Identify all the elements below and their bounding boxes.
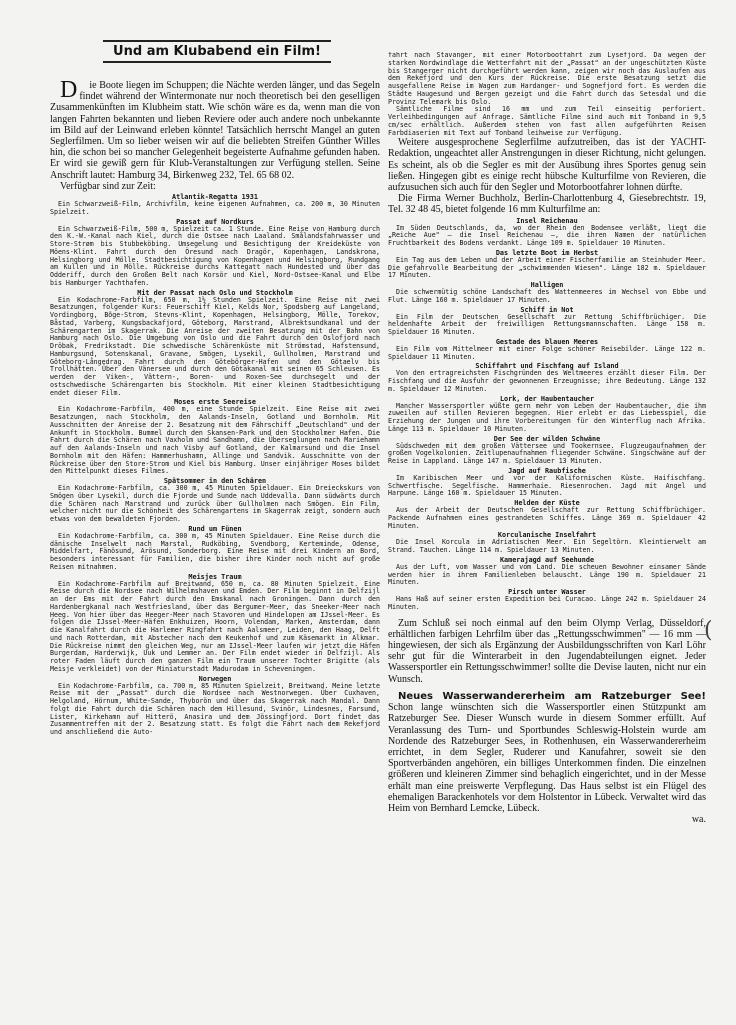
article-title: Und am Klubabend ein Film!	[103, 40, 331, 63]
film-title: Norwegen	[198, 674, 232, 683]
drop-cap: D	[60, 80, 78, 103]
film-title: Der See der wilden Schwäne	[493, 434, 601, 443]
kulturfilm-paragraph-1: Weitere ausgesprochene Seglerfilme aufzutreiben, das ist der YACHT-Redaktion, ungeachtet aller Anstrengungen in dieser Richtung, nicht gelungen. Es scheint, als ob die Segler es mit der Ausübung ihres Sportes genug sein ließen. Hingegen gibt es einige recht hübsche Kulturfilme von Revieren, die aufzusuchen sich auch für den Segler und Motorbootfahrer lohnen dürfte.	[388, 137, 706, 194]
film-description: Südschweden mit dem großen Vättersee und Tookernsee. Flugzeugaufnahmen der großen Vogelkolonien. Zeitlupenaufnahmen fliegender Schwäne. Singschwäne auf der Reise in Lappland. Länge 147 m. Spieldauer 13 Minuten.	[388, 441, 706, 466]
film-description: Ein Kodachrome-Farbfilm, 650 m, 1½ Stunden Spielzeit. Eine Reise mit zwei Besatzungen, folgender Kurs: Feuerschiff Kiel, Kelds Nor, Spodsberg auf Langeland, Vordingborg, Bõge-Strom, Stevns-Klint, Kopenhagen, Helsingborg, Mölle, Torekov, Båstad, Varberg, Kungsbackafjord, Göteborg, Marstrand, Albrektsundkanal und der Schärengarten im Skagerrak. Die Anreise der zweiten Besatzung mit der Bahn von Hamburg nach Oslo. Die Umgebung von Oslo und die Fahrt durch den Oslofjord nach Dröbak, Fredrikstadt. Die schwedische Schärenküste mit Strömstad, Hafstensund, Hamburgsund, Sotenskanal, Gravane, Smögen, Lysekil, Gullholmen, Marstrand und Göteborg-Långedrag. Fahrt durch den Götebörger-Hafen und den Götaelv bis Trollhätten. Über den Vänersee und durch den Götakanal mit seinen 65 Schleusen. Es werden der Viken-, Vättern-, Boren- und Roxen-See durchsegelt und der ostschwedische Schärengarten bis Stockholm. Mit einer kleinen Stadtbesichtigung endet dieser Film.	[50, 295, 380, 397]
film-description: Die Insel Korcula im Adriatischen Meer. Ein Segeltörn. Kleintierwelt am Strand. Tauchen. Länge 114 m. Spieldauer 13 Minuten.	[388, 538, 706, 555]
film-title: Schiff in Not	[520, 305, 574, 314]
closing-block	[388, 618, 706, 826]
film-description: Ein Kodachrome-Farbfilm, ca. 300 m, 45 Minuten Spieldauer. Ein Dreieckskurs von Smögen über Lysekil, durch die Fjorde und Sunde nach Uddevalla. Dann südwärts durch die Schären nach Marstrand und zurück über Gullholmen nach Smögen. Ein Film, welcher nicht nur die Schönheit des Schärengartens im Skagerrak zeigt, sondern auch etwas von dem bewaldeten Fjorden.	[50, 484, 380, 524]
film-description: Im Karibischen Meer und vor der Kalifornischen Küste. Haifischfang. Schwertfische. Segelfische. Hammerhaie. Riesenrochen. Jagd mit Angel und Harpune. Länge 160 m. Spieldauer 15 Minuten.	[388, 473, 706, 498]
film-description: Ein Kodachrome-Farbfilm, ca. 700 m, 85 Minuten Spielzeit, Breitwand. Meine letzte Reise mit der „Passat" durch die Nordsee nach Westnorwegen. Über Cuxhaven, Helgoland, Hörnum, White-Sande, Thyborön und über das Skagerrak nach Mandal. Dann folgt die Fahrt durch die Schären nach dem Hillesund, Svinör, Lindesnes, Farsund, Lister, Kirkehamn auf Hitterö, Anasira und dem Jössingfjord. Dort findet das Zusammentreffen mit der 2. Besatzung statt. Es folgt die Fahrt nach dem Rekefjord und anschließend die Auto-	[50, 681, 380, 737]
film-description: Mancher Wassersportler wüßte gern mehr vom Leben der Haubentaucher, die ihm zuweilen auf stillen Revieren begegnen. Hier erlebt er das Liebesspiel, die Erziehung der Jungen und ihre Vorbereitungen für den Winterflug nach Afrika. Länge 113 m. Spieldauer 10 Minuten.	[388, 401, 706, 433]
film-description: Aus der Arbeit der Deutschen Gesellschaft zur Rettung Schiffbrüchiger. Packende Aufnahmen eines gestrandeten Schiffes. Länge 369 m. Spieldauer 42 Minuten.	[388, 506, 706, 530]
film-description: Im Süden Deutschlands, da, wo der Rhein den Bodensee verläßt, liegt die „Reiche Aue" — die Insel Reichenau —, die ihren Namen der natürlichen Fruchtbarkeit des Bodens verdankt. Länge 109 m. Spieldauer 10 Minuten.	[388, 223, 706, 248]
film-description: Die schwermütig schöne Landschaft des Wattenmeeres im Wechsel von Ebbe und Flut. Länge 160 m. Spieldauer 17 Minuten.	[388, 288, 706, 304]
film-description: Ein Kodachrome-Farbfilm, 400 m, eine Stunde Spielzeit. Eine Reise mit zwei Besatzungen, nach Stockholm, den Aalands-Inseln, Gotland und Bornholm. Mit Ausschnitten der Anreise der 2. Besatzung mit dem Fährschiff „Deutschland" und der Ankunft in Stockholm. Bummel durch den Skansen-Park und den Stockholmer Hafen. Die Fahrt durch die Schären nach Vaxholm und Sandhamn, die Überseglungen nach Mariehamn auf den Aalands-Inseln und nach Visby auf Gotland, der Kalmarsund und die Insel Bornholm mit den Häfen: Hammerhushamn, Allinge und Sandvik. Ausschnitte von der Rückreise über den Store-Strom und Kiel bis Hamburg. Unser einjähriger Moses bildet den Mittelpunkt dieses Filmes.	[50, 405, 380, 476]
film-title: Atlantik-Regatta 1931	[172, 193, 258, 202]
film-title: Jagd auf Raubfische	[508, 466, 586, 475]
film-title: Pirsch unter Wasser	[508, 588, 586, 597]
film-description: Ein Film vom Mittelmeer mit einer Folge schöner Reisebilder. Länge 122 m. Spieldauer 11 Minuten.	[388, 344, 706, 361]
film-description: Hans Haß auf seiner ersten Expedition bei Curacao. Länge 242 m. Spieldauer 24 Minuten.	[388, 595, 706, 611]
left-column	[50, 80, 380, 1025]
intro-text: ie Boote liegen im Schuppen; die Nächte werden länger, und das Segeln findet während der Wintermonate nur noch theoretisch bei den geselligen Zusammenkünften im Klubheim statt. Wie schön wäre es da, wenn man die von langen Fahrten bekannten und lieben Reviere oder auch andere noch unbekannte im Bild auf der Leinwand erleben könnte! Tatsächlich herrscht Mangel an guten Seglerfilmen. Um so lieber weisen wir auf die beliebten Streifen Günther Willes hin, die schon bei so mancher Gelegenheit begeisterte Aufnahme gefunden haben. Er wird sie gewiß gern für Klub-Veranstaltungen zur Verfügung stellen. Seine Anschrift lautet: Hamburg 34, Birkenweg 232, Tel. 65 68 02.	[50, 80, 380, 181]
film-title: Halligen	[530, 281, 564, 290]
section2-paragraph	[388, 691, 706, 814]
closing-paragraph: Zum Schluß sei noch einmal auf den beim Olymp Verlag, Düsseldorf, erhältlichen farbigen Lehrfilm über das „Rettungsschwimmen" — 16 mm — hingewiesen, der sich als Ergänzung der Ausbildungsschriften von Karl Löhr sehr gut für die Winterarbeit in den Jugendabteilungen eignet. Jeder Wassersportler ein Rettungsschwimmer! sollte die Devise lauten, nicht nur ein Wunsch.	[388, 617, 706, 685]
film-title: Kamerajagd auf Seehunde	[499, 555, 595, 564]
film-description: Ein Schwarzweiß-Film, 500 m, Spielzeit ca. 1 Stunde. Eine Reise von Hamburg durch den K.-W.-Kanal nach Kiel, durch die Ostsee nach Laaland. Smålandsfahrwasser und Store-Strøm bis Stubbeköbing. Umsegelung und Besichtigung der Kreideküste von Möens-Klint. Fahrt durch den Öresund nach Dragör, Kopenhagen, Landskrona, Helsingborg und Mölle. Stadtbesichtigung von Kopenhagen und Helsingborg, Rundgang am Kullen und in Mölle. Rückreise durchs Kattegatt nach Hundested und über das Odderiff, durch den Großen Belt nach Korsör und Kiel, Nord-Ostsee-Kanal und Elbe bis Hamburger Yachthafen.	[50, 224, 380, 287]
available-line: Verfügbar sind zur Zeit:	[60, 180, 156, 192]
film-description: Ein Film der Deutschen Gesellschaft zur Rettung Schiffbrüchiger. Die heldenhafte Arbeit der freiwilligen Rettungsmannschaften. Länge 158 m. Spieldauer 16 Minuten.	[388, 312, 706, 337]
film-title: Rund um Fünen	[188, 524, 242, 533]
intro-paragraph	[50, 80, 380, 181]
film-title: Gestade des blauen Meeres	[495, 337, 599, 346]
section2-text: Schon lange wünschten sich die Wassersportler einen Stützpunkt am Ratzeburger See. Dieser Wunsch wurde in diesem Sommer erfüllt. Auf Veranlassung des Turn- und Sportbundes Schleswig-Holstein wurde am Nordende des Ratzeburger Sees, in Rothenhusen, ein Wasserwandererheim errichtet, in dem Segler, Ruderer und Kanufahrer, soweit sie den Sportverbänden angehören, ein billiges Unterkommen finden. Die einzelnen größeren und kleineren Zimmer sind behaglich eingerichtet, und in der Messe erhält man eine preiswerte Verpflegung. Das Haus selbst ist ein Flügel des ehemaligen Barackenhotels vor dem Holstentor in Lübeck. Verwaltet wird das Heim von Bernhard Lemcke, Lübeck.	[388, 702, 706, 814]
film-title: Moses erste Seereise	[174, 398, 256, 407]
film-title: Mit der Passat nach Oslo und Stockholm	[137, 288, 293, 297]
kulturfilm-paragraph-2: Die Firma Werner Buchholz, Berlin-Charlottenburg 4, Giesebrechtstr. 19, Tel. 32 48 45, bietet folgende 16 mm Kulturfilme an:	[388, 193, 706, 216]
article-title-box	[52, 38, 382, 64]
rental-note: Sämtliche Filme sind 16 mm und zum Teil einseitig perforiert. Verleihbedingungen auf Anfrage. Sämtliche Filme sind auch mit Tonband in 9,5 cm/sec erhältlich. Außerdem stehen von fast allen aufgeführten Reisen Farbdiaserien mit Text auf Tonband leihweise zur Verfügung.	[388, 105, 706, 137]
film-title: Helden der Küste	[514, 499, 580, 508]
author-signature: wa.	[691, 814, 706, 826]
film-description: Ein Schwarzweiß-Film, Archivfilm, keine eigenen Aufnahmen, ca. 200 m, 30 Minuten Spielzeit.	[50, 200, 380, 216]
film-title: Insel Reichenau	[516, 216, 578, 225]
film-title: Meisjes Traum	[188, 572, 242, 581]
film-list-right	[388, 217, 706, 612]
continued-text: fahrt nach Stavanger, mit einer Motorbootfahrt zum Lysefjord. Da wegen der starken Nordwindlage die Wetterfahrt mit der „Passat" an der ungeschützten Küste bis Stangerger nicht durchgeführt werden kann, zeigen wir noch das Auslaufen aus dem Rekefjord und den Kurs der Rückreise. Die erste Besatzung setzt die ausgefallene Reise im Wagen zum Hardanger- und Sognefjord fort. Es werden die Städte Haugesund und Bergen gezeigt und die Fahrt durch das Setesdal und die Provinz Telemark bis Oslo.	[388, 52, 706, 106]
film-list-left	[50, 193, 380, 737]
film-title: Korculanische Inselfahrt	[497, 531, 597, 540]
film-title: Schiffahrt und Fischfang auf Island	[475, 362, 619, 371]
film-description: Von den ertragreichsten Fischgründen des Weltmeeres erzählt dieser Film. Der Fischfang und die Ausfuhr der gewonnenen Erzeugnisse; ihre Bedeutung. Länge 132 m. Spieldauer 12 Minuten.	[388, 369, 706, 393]
intro	[50, 80, 380, 192]
film-title: Lork, der Haubentaucher	[499, 394, 595, 403]
film-description: Ein Tag aus dem Leben und der Arbeit einer Fischerfamilie am Steinhuder Meer. Die gefahrvolle Bearbeitung der „schwimmenden Wiesen". Länge 182 m. Spieldauer 17 Minuten.	[388, 255, 706, 280]
film-title: Spätsommer in den Schären	[163, 477, 267, 486]
kulturfilm-intro	[388, 137, 706, 215]
film-title: Das letzte Boot im Herbst	[495, 248, 599, 257]
film-description: Ein Kodachrome-Farbfilm, ca. 300 m, 45 Minuten Spieldauer. Eine Reise durch die dänische Inselwelt nach Marstal, Rudköbing, Svendborg, Kerteminde, Odense, Middelfart, Fänösund, Arösund, Sonderborg. Eine Reise mit drei Kindern an Bord, besonders interessant für Familien, die bisher ihre Kinder noch nicht auf große Reisen mitnahmen.	[50, 531, 380, 571]
binding-mark: (	[704, 618, 713, 643]
film-title: Passat auf Nordkurs	[176, 217, 254, 226]
film-description: Ein Kodachrome-Farbfilm auf Breitwand, 650 m, ca. 80 Minuten Spielzeit. Eine Reise durch die Nordsee nach Wilhelmshaven und Emden. Der Film beginnt in Delfzijl an der Ems mit der Fahrt durch den Emskanal nach Groningen. Dann durch den Hardenbergkanal nach Westfriesland, über das Bergumer-Meer, das Sneeker-Meer nach Heeg. Von hier über das Heeger-Meer nach Stavoren und Hindelopen am IJssel-Meer. Es folgen die IJssel-Meer-Häfen Enkhuizen, Hoorn, Volendam, Marken, Amsterdam, dann die Kanalfahrt durch die Harlemer Ringfahrt nach Aalsmeer, Leiden, den Haag, Delft und nach Rotterdam, mit Abstecher nach dem Keukenhof und zum Käsemarkt in Alkmar. Die Rückreise nimmt den gleichen Weg, nur am IJssel-Meer laufen wir jetzt die Häfen Burgerdam, Harderwijk, Uuk und Lemmer an. Der Film endet wieder in Delfzijl. Als roter Faden läuft durch den ganzen Film ein Traum unserer Tochter Brigitte (als Meisje verkleidet) von der Miniaturstadt Madurodam in Scheveningen.	[50, 579, 380, 673]
film-description: Aus der Luft, vom Wasser und vom Land. Die scheuen Bewohner einsamer Sände werden hier in ihrem Familienleben belauscht. Länge 190 m. Spieldauer 21 Minuten.	[388, 562, 706, 587]
right-column	[388, 52, 706, 992]
section2-title: Neues Wasserwandererheim am Ratzeburger See!	[398, 690, 706, 702]
